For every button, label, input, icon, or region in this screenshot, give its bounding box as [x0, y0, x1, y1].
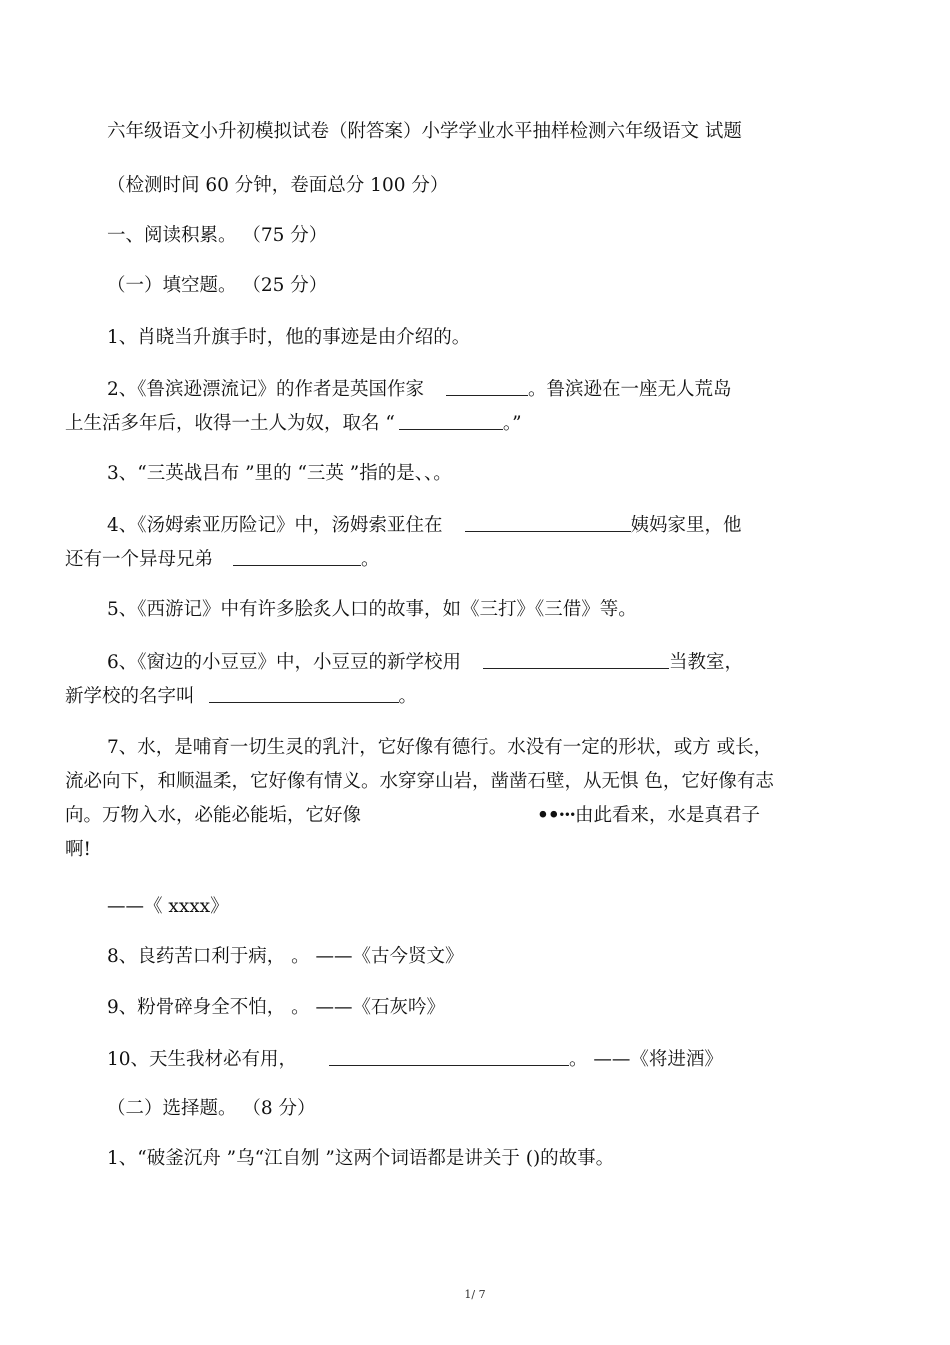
- question-6-text-b: 当教室，: [669, 652, 744, 673]
- question-6-line1: [107, 650, 743, 675]
- section-reading: 一、阅读积累。 （75 分）: [107, 225, 328, 246]
- question-10-text-b: 。 ——《将进酒》: [569, 1049, 723, 1070]
- question-6-text-d: 。: [398, 686, 418, 707]
- question-2-line1: [107, 377, 732, 402]
- answer-blank[interactable]: [399, 411, 503, 430]
- subsection-choice: （二）选择题。 （8 分）: [107, 1098, 316, 1119]
- question-9: 9、粉骨碎身全不怕， 。 ——《石灰吟》: [107, 997, 446, 1018]
- question-3: 3、“三英战吕布 ”里的 “三英 ”指的是、、。: [107, 463, 452, 484]
- question-7-line1: 7、水，是哺育一切生灵的乳汁，它好像有德行。水没有一定的形状，或方 或长，: [107, 737, 773, 758]
- answer-blank[interactable]: [329, 1047, 569, 1066]
- question-7-text-a: 向。万物入水，必能必能垢，它好像: [65, 805, 362, 826]
- choice-question-1: 1、“破釜沉舟 ”乌“江自刎 ”这两个词语都是讲关于 ()的故事。: [107, 1148, 615, 1169]
- page-number: 1/ 7: [464, 1288, 486, 1301]
- question-6-line2: [65, 684, 417, 709]
- question-7-line3: [65, 804, 760, 828]
- question-4-line2: [65, 547, 380, 572]
- question-7-line4: 啊!: [65, 839, 91, 860]
- answer-blank[interactable]: [209, 684, 399, 703]
- question-4-text-b: 姨妈家里，他: [630, 515, 742, 536]
- question-4-text-c: 还有一个异母兄弟: [65, 549, 214, 570]
- doc-title: 六年级语文小升初模拟试卷（附答案）小学学业水平抽样检测六年级语文 试题: [107, 121, 742, 142]
- question-10-text-a: 10、天生我材必有用，: [107, 1049, 298, 1070]
- question-7-text-b: 由此看来，水是真君子: [575, 805, 761, 826]
- question-5: 5、《西游记》中有许多脍炙人口的故事，如《三打》《三借》等。: [107, 599, 637, 620]
- answer-blank[interactable]: [483, 650, 669, 669]
- question-4-line1: [107, 513, 742, 538]
- subsection-fill: （一）填空题。 （25 分）: [107, 275, 328, 296]
- answer-blank[interactable]: [446, 377, 528, 396]
- question-4-text-a: 4、《汤姆索亚历险记》中，汤姆索亚住在: [107, 515, 443, 536]
- question-2-text-b: 。鲁滨逊在一座无人荒岛: [528, 379, 732, 400]
- question-6-text-c: 新学校的名字叫: [65, 686, 195, 707]
- question-7-source: ——《 xxxx》: [107, 896, 229, 917]
- ellipsis-dots: ••···: [537, 805, 575, 826]
- question-2-text-a: 2、《鲁滨逊漂流记》的作者是英国作家: [107, 379, 425, 400]
- answer-blank[interactable]: [465, 513, 631, 532]
- question-8: 8、良药苦口利于病， 。 ——《古今贤文》: [107, 946, 464, 967]
- question-1: 1、肖晓当升旗手时，他的事迹是由介绍的。: [107, 327, 471, 348]
- question-10: [107, 1047, 723, 1072]
- question-2-text-c: 上生活多年后，收得一土人为奴，取名 “: [65, 413, 395, 434]
- question-7-line2: 流必向下，和顺温柔，它好像有情义。水穿穿山岩，凿凿石壁，从无惧 色，它好像有志: [65, 771, 774, 792]
- answer-blank[interactable]: [233, 547, 361, 566]
- question-6-text-a: 6、《窗边的小豆豆》中，小豆豆的新学校用: [107, 652, 462, 673]
- question-2-line2: [65, 411, 522, 436]
- exam-note: （检测时间 60 分钟，卷面总分 100 分）: [107, 175, 449, 196]
- question-2-text-d: 。”: [502, 413, 522, 434]
- question-4-text-d: 。: [361, 549, 380, 570]
